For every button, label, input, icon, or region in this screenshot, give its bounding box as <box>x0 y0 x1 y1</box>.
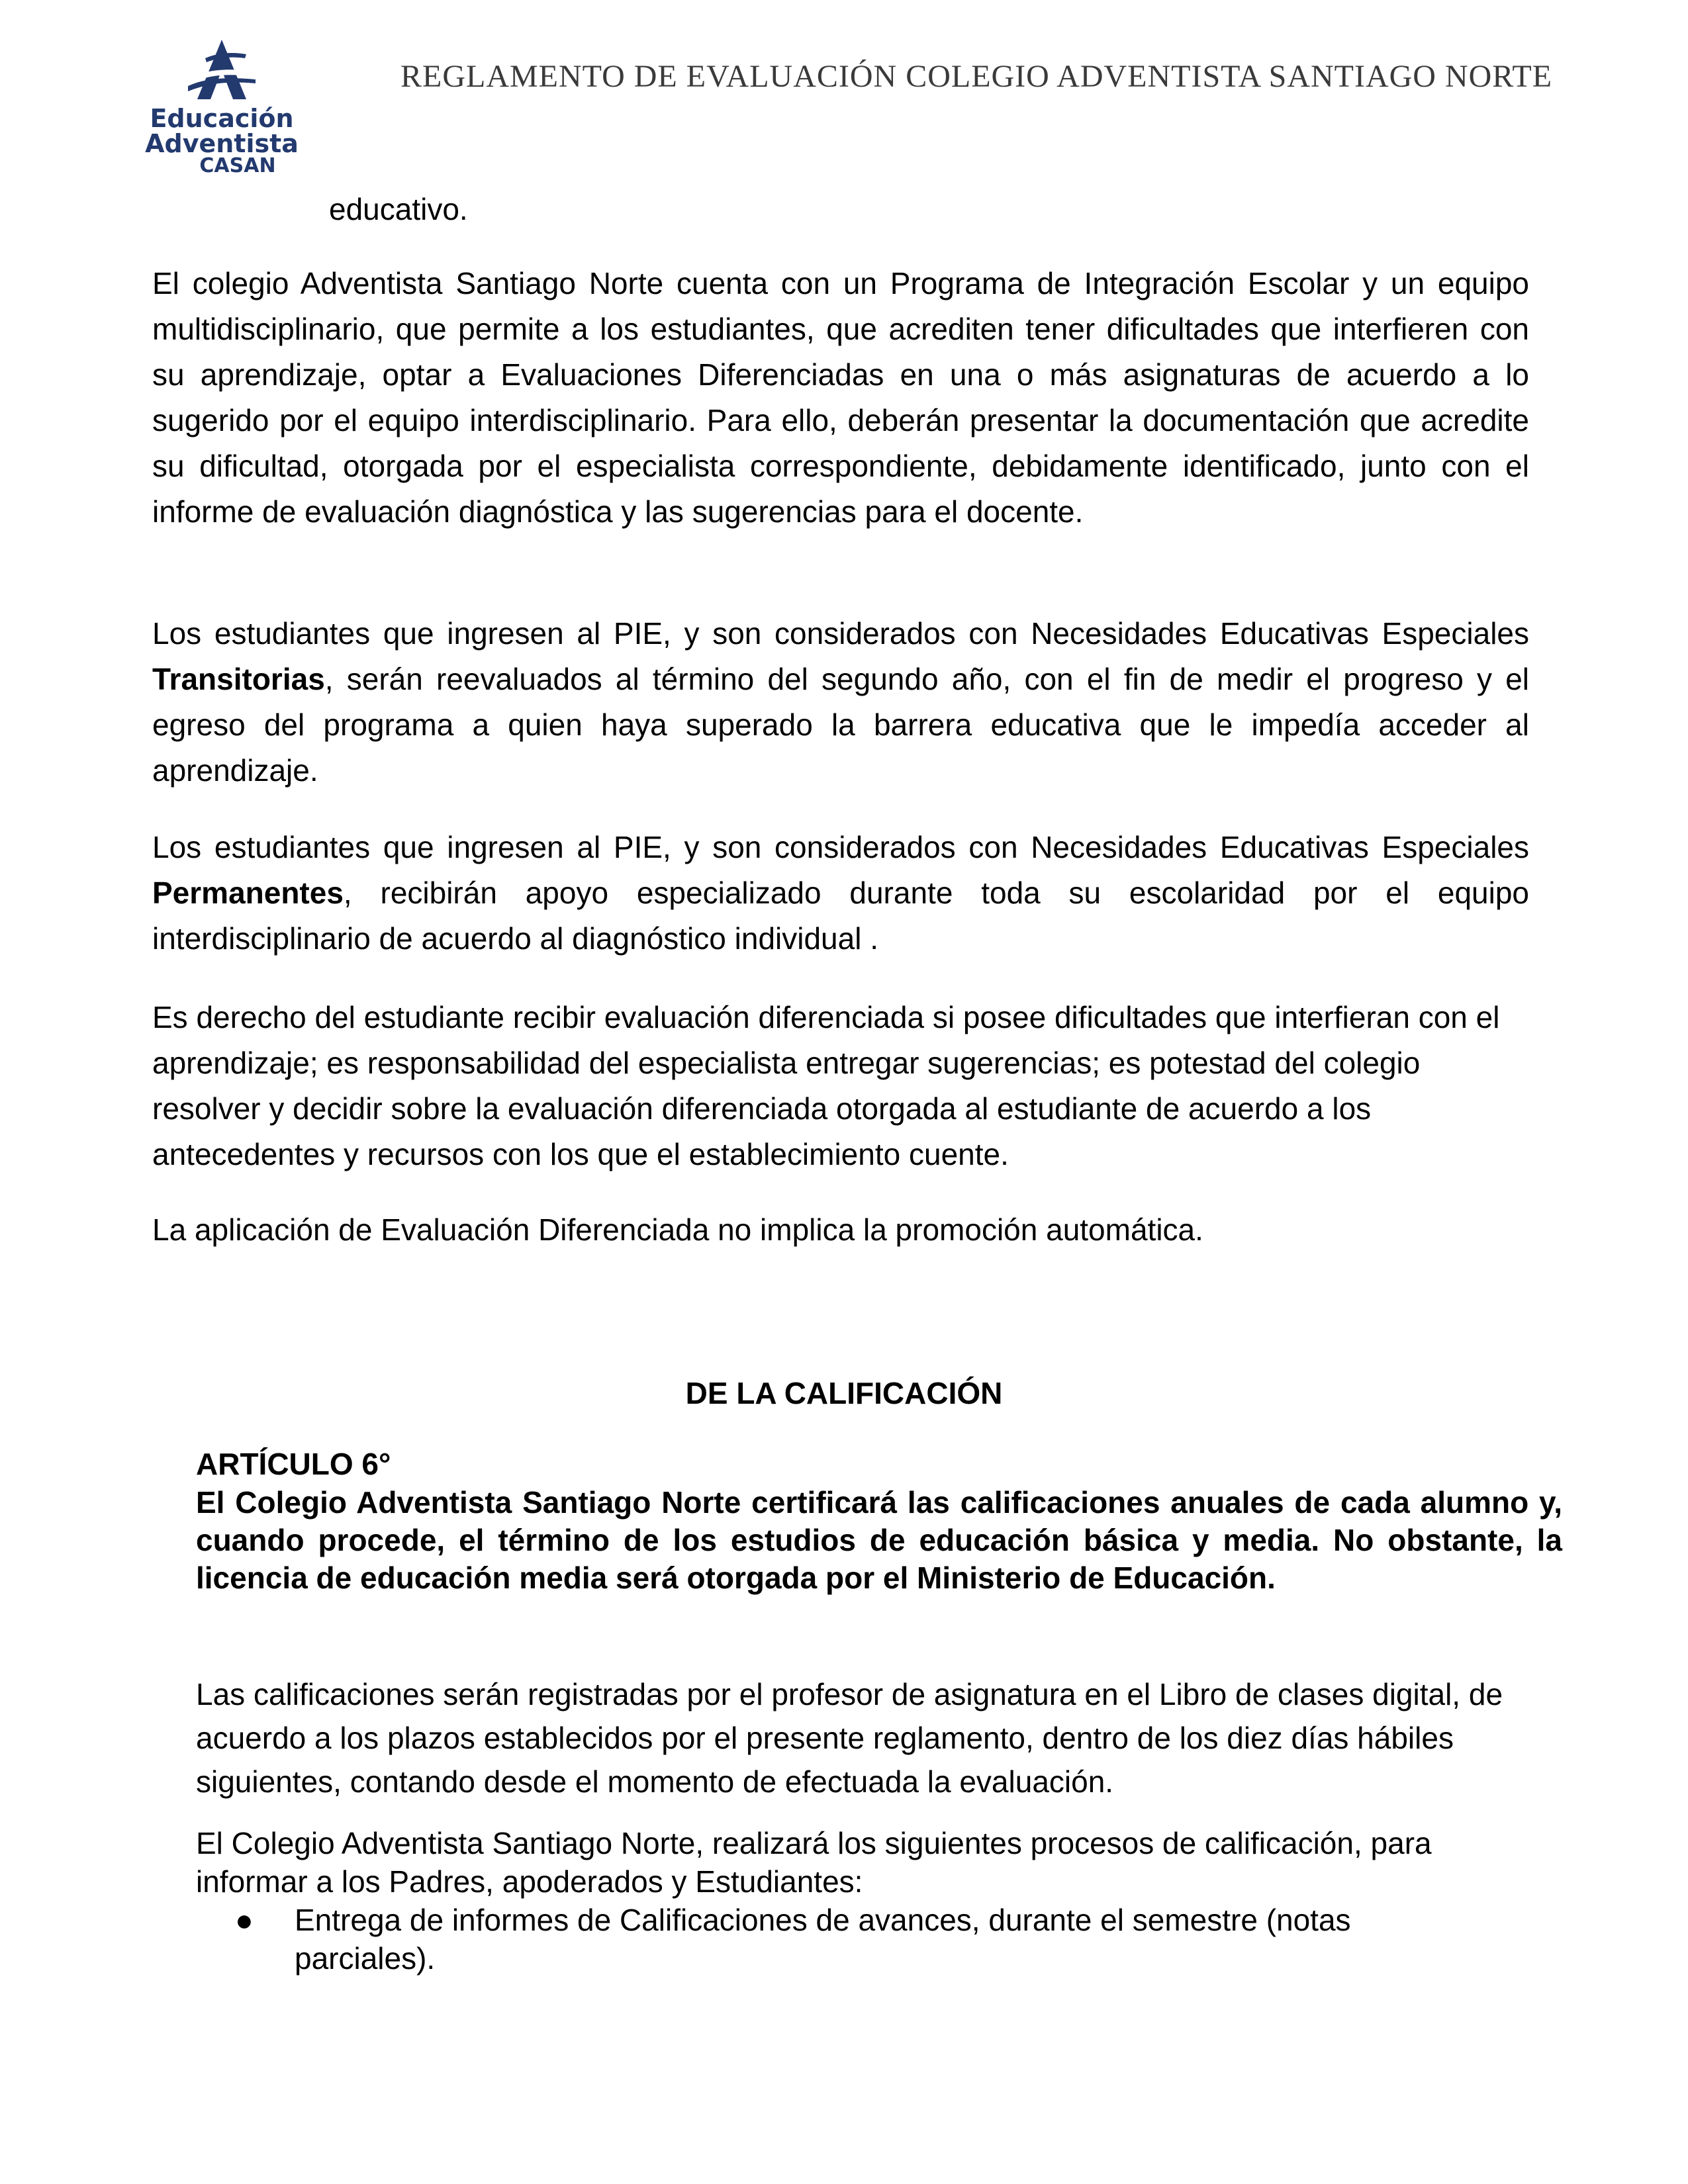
logo-text-casan: CASAN <box>199 154 276 177</box>
paragraph-text: Los estudiantes que ingresen al PIE, y son considerados con Necesidades Educativas Especiales <box>152 830 1529 864</box>
bold-term-permanentes: Permanentes <box>152 876 344 910</box>
paragraph-derecho-estudiante: Es derecho del estudiante recibir evaluación diferenciada si posee dificultades que interfieran con el aprendizaje; es responsabilidad del especialista entregar sugerencias; es potestad del colegio resolver y decidir sobre la evaluación diferenciada otorgada al estudiante de acuerdo a los antecedentes y recursos con los que el establecimiento cuente. <box>152 1000 1500 1171</box>
continuation-text: educativo. <box>329 192 468 226</box>
paragraph-pie-program: El colegio Adventista Santiago Norte cuenta con un Programa de Integración Escolar y un equipo multidisciplinario, que permite a los estudiantes, que acrediten tener dificultades que interfieren con su aprendizaje, optar a Evaluaciones Diferenciadas en una o más asignaturas de acuerdo a lo sugerido por el equipo interdisciplinario. Para ello, deberán presentar la documentación que acredite su dificultad, otorgada por el especialista correspondiente, debidamente identificado, junto con el informe de evaluación diagnóstica y las sugerencias para el docente. <box>152 266 1529 529</box>
paragraph-registro-calificaciones: Las calificaciones serán registradas por el profesor de asignatura en el Libro de clases digital, de acuerdo a los plazos establecidos por el presente reglamento, dentro de los diez días hábiles siguientes, contando desde el momento de efectuada la evaluación. <box>196 1677 1503 1799</box>
article-title: ARTÍCULO 6° <box>196 1447 391 1481</box>
paragraph-text: , serán reevaluados al término del segundo año, con el fin de medir el progreso y el egreso del programa a quien haya superado la barrera educativa que le impedía acceder al aprendizaje. <box>152 662 1529 788</box>
paragraph-text: , recibirán apoyo especializado durante toda su escolaridad por el equipo interdisciplinario de acuerdo al diagnóstico individual . <box>152 876 1529 956</box>
logo-text-adventista: Adventista <box>145 129 299 158</box>
adventist-flame-icon <box>185 38 258 105</box>
article-body: El Colegio Adventista Santiago Norte certificará las calificaciones anuales de cada alumno y, cuando procede, el término de los estudios de educación básica y media. No obstante, la licencia de educación media será otorgada por el Ministerio de Educación. <box>196 1485 1562 1595</box>
paragraph-no-promocion: La aplicación de Evaluación Diferenciada no implica la promoción automática. <box>152 1212 1203 1247</box>
paragraph-procesos-calificacion: El Colegio Adventista Santiago Norte, realizará los siguientes procesos de calificación, para informar a los Padres, apoderados y Estudiantes: <box>196 1826 1432 1899</box>
logo-text-educacion: Educación <box>150 104 294 133</box>
document-header-title: REGLAMENTO DE EVALUACIÓN COLEGIO ADVENTISTA SANTIAGO NORTE <box>400 59 1553 94</box>
paragraph-permanentes <box>152 825 1529 962</box>
paragraph-transitorias <box>152 611 1529 794</box>
casan-logo <box>139 38 305 177</box>
bullet-icon: ● <box>235 1903 254 1937</box>
list-item-text: Entrega de informes de Calificaciones de avances, durante el semestre (notas parciales). <box>295 1903 1351 1976</box>
bold-term-transitorias: Transitorias <box>152 662 325 696</box>
section-heading: DE LA CALIFICACIÓN <box>685 1376 1003 1410</box>
paragraph-text: Los estudiantes que ingresen al PIE, y son considerados con Necesidades Educativas Especiales <box>152 616 1529 651</box>
